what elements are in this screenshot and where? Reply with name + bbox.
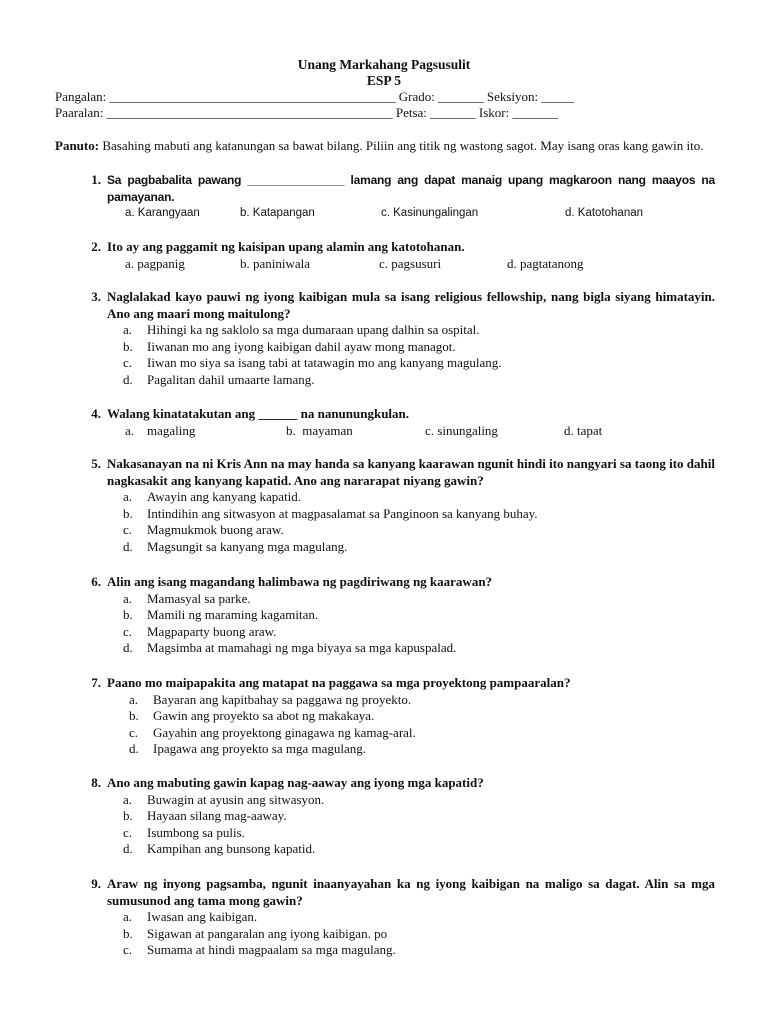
option-b[interactable]: b. mayaman	[286, 422, 353, 438]
question-1	[55, 172, 715, 222]
option-a[interactable]: a. Bayaran ang kapitbahay sa paggawa ng proyekto.	[129, 691, 412, 707]
question-number: 5.	[91, 456, 101, 471]
name-grade-section-line: Pangalan: ____________________________________________ Grado: _______ Seksiyon: _____	[55, 89, 574, 104]
option-b[interactable]: b. paniniwala	[240, 255, 311, 271]
option-d[interactable]: d. Pagalitan dahil umaarte lamang.	[123, 371, 315, 387]
option-a[interactable]: a. magaling	[125, 422, 196, 438]
inline-options	[123, 423, 715, 440]
option-d[interactable]: d. tapat	[564, 422, 603, 438]
question-number: 6.	[91, 574, 101, 589]
inline-options	[123, 256, 715, 273]
question-number: 7.	[91, 675, 101, 690]
option-b[interactable]: b. Intindihin ang sitwasyon at magpasalamat sa Panginoon sa kanyang buhay.	[123, 505, 538, 521]
question-9	[55, 876, 715, 959]
question-5	[55, 456, 715, 555]
options-list	[123, 489, 715, 555]
options-list	[123, 322, 715, 388]
question-3	[55, 289, 715, 388]
inline-options	[123, 205, 715, 222]
options-list	[129, 692, 715, 758]
option-d[interactable]: d. Kampihan ang bunsong kapatid.	[123, 841, 316, 856]
option-c[interactable]: c. Gayahin ang proyektong ginagawa ng kamag-aral.	[129, 724, 416, 740]
option-b[interactable]: b. Sigawan at pangaralan ang iyong kaibigan. po	[123, 925, 388, 941]
question-text: Sa pagbabalita pawang _______________ lamang ang dapat manaig upang magkaroon nang maayos na pamayanan.	[107, 173, 715, 204]
option-c[interactable]: c. Sumama at hindi magpaalam sa mga magulang.	[123, 942, 396, 957]
options-list	[123, 792, 715, 858]
option-c[interactable]: c. Kasinungalingan	[381, 207, 479, 219]
question-number: 3.	[91, 289, 101, 304]
instructions	[55, 138, 715, 155]
option-b[interactable]: b. Gawin ang proyekto sa abot ng makakaya.	[129, 708, 375, 723]
question-2	[55, 239, 715, 273]
question-text: Araw ng inyong pagsamba, ngunit inaanyayahan ka ng iyong kaibigan na maligo sa dagat. Alin sa mga sumusunod ang tama mong gawin?	[107, 876, 715, 908]
question-8	[55, 775, 715, 858]
option-b[interactable]: b. Iiwanan mo ang iyong kaibigan dahil ayaw mong managot.	[123, 338, 456, 354]
options-list	[123, 909, 715, 959]
option-d[interactable]: d. pagtatanong	[507, 255, 584, 271]
exam-title: Unang Markahang Pagsusulit	[297, 57, 471, 72]
option-a[interactable]: a. Iwasan ang kaibigan.	[123, 909, 258, 924]
question-number: 2.	[91, 239, 101, 254]
option-b[interactable]: b. Hayaan silang mag-aaway.	[123, 808, 287, 823]
question-number: 8.	[91, 775, 101, 790]
instructions-text: Basahing mabuti ang katanungan sa bawat bilang. Piliin ang titik ng wastong sagot. May isang oras kang gawin ito.	[99, 138, 704, 153]
options-list	[123, 591, 715, 657]
option-c[interactable]: c. Magpaparty buong araw.	[123, 623, 277, 639]
question-number: 9.	[91, 876, 101, 891]
question-text: Walang kinatatakutan ang ______ na nanunungkulan.	[107, 406, 410, 421]
option-d[interactable]: d. Katotohanan	[565, 207, 644, 219]
option-a[interactable]: a. Awayin ang kanyang kapatid.	[123, 489, 302, 504]
option-d[interactable]: d. Magsungit sa kanyang mga magulang.	[123, 538, 348, 554]
question-7	[55, 675, 715, 758]
question-number: 4.	[91, 406, 101, 421]
question-number: 1.	[91, 172, 101, 187]
question-text: Naglalakad kayo pauwi ng iyong kaibigan mula sa isang religious fellowship, nang bigla siyang himatayin. Ano ang maari mong maitulong?	[107, 289, 715, 321]
option-a[interactable]: a. Buwagin at ayusin ang sitwasyon.	[123, 791, 325, 807]
question-text: Alin ang isang magandang halimbawa ng pagdiriwang ng kaarawan?	[107, 574, 493, 589]
option-c[interactable]: c. pagsusuri	[379, 255, 442, 271]
option-d[interactable]: d. Ipagawa ang proyekto sa mga magulang.	[129, 741, 366, 756]
question-text: Ano ang mabuting gawin kapag nag-aaway ang iyong mga kapatid?	[107, 775, 484, 790]
school-date-score-line: Paaralan: ____________________________________________ Petsa: _______ Iskor: _______	[55, 105, 558, 120]
question-text: Paano mo maipapakita ang matapat na paggawa sa mga proyektong pampaaralan?	[107, 675, 571, 690]
option-a[interactable]: a. Karangyaan	[125, 207, 200, 219]
option-c[interactable]: c. sinungaling	[425, 422, 498, 438]
instructions-label: Panuto:	[55, 138, 100, 153]
question-text: Nakasanayan na ni Kris Ann na may handa sa kanyang kaarawan ngunit hindi ito nangyari sa taong ito dahil nagkasakit ang kanyang kapatid. Ano ang nararapat niyang gawin?	[107, 456, 715, 488]
option-a[interactable]: a. Mamasyal sa parke.	[123, 590, 251, 606]
option-c[interactable]: c. Magmukmok buong araw.	[123, 522, 284, 537]
question-6	[55, 574, 715, 657]
option-b[interactable]: b. Katapangan	[240, 207, 315, 219]
option-a[interactable]: a. Hihingi ka ng saklolo sa mga dumaraan upang dalhin sa ospital.	[123, 322, 480, 337]
question-4	[55, 406, 715, 440]
option-b[interactable]: b. Mamili ng maraming kagamitan.	[123, 607, 319, 622]
option-c[interactable]: c. Isumbong sa pulis.	[123, 824, 245, 840]
exam-subject: ESP 5	[366, 73, 402, 88]
question-text: Ito ay ang paggamit ng kaisipan upang alamin ang katotohanan.	[107, 239, 465, 254]
option-d[interactable]: d. Magsimba at mamahagi ng mga biyaya sa mga kapuspalad.	[123, 640, 457, 655]
option-a[interactable]: a. pagpanig	[125, 255, 185, 271]
option-c[interactable]: c. Iiwan mo siya sa isang tabi at tatawagin mo ang kanyang magulang.	[123, 355, 502, 370]
